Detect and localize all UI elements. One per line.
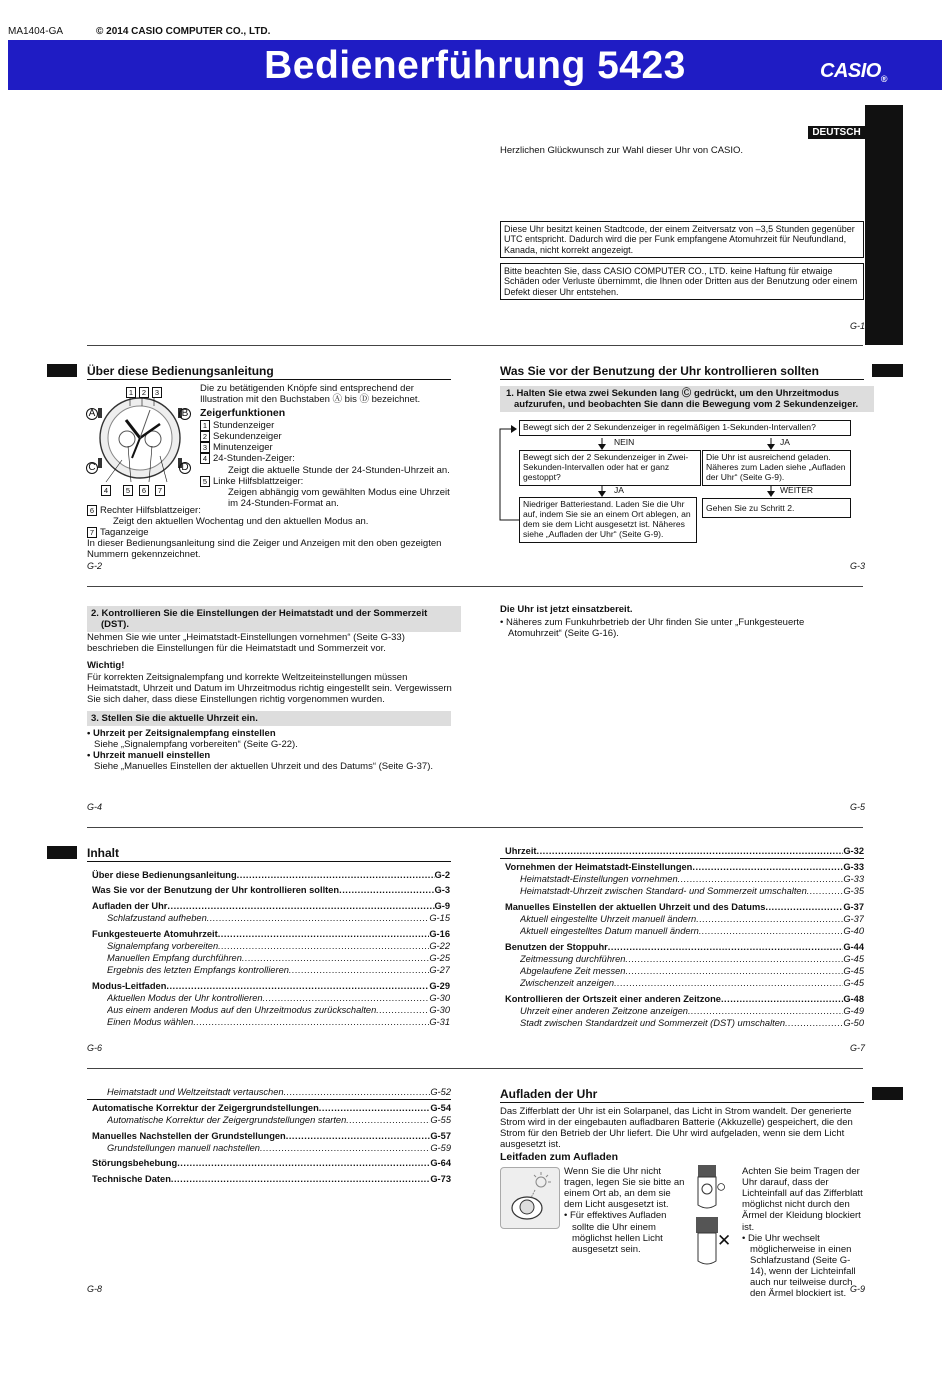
page-number: G-9 <box>850 1284 866 1294</box>
list-item: • Uhrzeit manuell einstellen <box>87 750 211 762</box>
charging-intro: Das Zifferblatt der Uhr ist ein Solarpanel, das Licht in Strom wandelt. Der generierte Strom wird in der eingebauten aufladbaren Batterie (Akkuzelle) gespeichert, die den Strom für den Betrieb der Uhr liefert. Die Uhr wird aufgeladen, wenn sie dem Licht ausgesetzt ist. <box>500 1106 853 1151</box>
toc-title: Inhalt <box>87 846 451 862</box>
button-c-label: C <box>86 462 98 474</box>
ready-bullet: • Näheres zum Funkuhrbetrieb der Uhr finden Sie unter „Funkgesteuerte Atomuhrzeit“ (Seite G-16). <box>500 617 805 640</box>
page-number: G-2 <box>87 561 103 571</box>
toc-entry[interactable]: Automatische Korrektur der Zeigergrundstellungen starten ..... G-55 <box>107 1115 451 1126</box>
side-tab-right <box>872 364 903 377</box>
step-3-list <box>87 728 457 772</box>
toc-entry[interactable]: Manuelles Nachstellen der Grundstellungen ..... G-57 <box>92 1131 451 1142</box>
notice-box-utc: Diese Uhr besitzt keinen Stadtcode, der einem Zeitversatz von –3,5 Stunden gegenüber UTC entspricht. Dadurch wird die per Funk empfangene Atomuhrzeit für Neufundland, Kanada, nicht korrekt angezeigt. <box>500 221 864 258</box>
section-title-charging: Aufladen der Uhr <box>500 1087 864 1103</box>
hand-item: 6 Rechter Hilfsblattzeiger: <box>87 505 457 516</box>
ready-heading: Die Uhr ist jetzt einsatzbereit. <box>500 604 633 615</box>
toc-entry[interactable]: Zeitmessung durchführen ..... G-45 <box>520 954 864 965</box>
toc-entry[interactable]: Schlafzustand aufheben ..... G-15 <box>107 913 450 924</box>
step-1-box: 1. Halten Sie etwa zwei Sekunden lang Ⓒ gedrückt, um den Uhrzeitmodus aufzurufen, und beobachten Sie dann die Bewegung vom 2 Sekundenzeiger. <box>500 386 874 412</box>
toc-entry[interactable]: Zwischenzeit anzeigen ..... G-45 <box>520 978 864 989</box>
toc-entry[interactable]: Aktuell eingestellte Uhrzeit manuell ändern ..... G-37 <box>520 914 864 925</box>
callout-2: 2 <box>139 387 149 398</box>
toc-entry[interactable]: Heimatstadt und Weltzeitstadt vertauschen ..... G-52 <box>107 1087 451 1098</box>
hand-desc: Zeigt die aktuelle Stunde der 24-Stunden-Uhrzeit an. <box>228 464 450 476</box>
toc-rule <box>500 858 864 859</box>
list-item-desc: Siehe „Manuelles Einstellen der aktuellen Uhrzeit und des Datums“ (Seite G-37). <box>94 761 433 773</box>
step-2-text: Nehmen Sie wie unter „Heimatstadt-Einstellungen vornehmen“ (Seite G-33) beschrieben die Einstellungen für die Heimatstadt und Sommerzeit vor. <box>87 632 405 655</box>
flow-question-1: Bewegt sich der 2 Sekundenzeiger in regelmäßigen 1-Sekunden-Intervallen? <box>519 420 851 436</box>
page-number: G-5 <box>850 802 866 812</box>
side-tab-black <box>865 105 903 345</box>
toc-rule <box>87 1099 451 1100</box>
flow-result-low: Niedriger Batteriestand. Laden Sie die Uhr auf, indem Sie sie an einem Ort ablegen, an dem sie dem Licht ausgesetzt ist. Näheres siehe „Aufladen der Uhr“ (Seite G-9). <box>519 497 697 543</box>
casio-logo: $CASIO_®$ <box>820 60 887 84</box>
hand-item: 3 Minutenzeiger <box>200 442 455 453</box>
page-number: G-8 <box>87 1284 103 1294</box>
hand-desc: Zeigen abhängig vom gewählten Modus eine Uhrzeit im 24-Stunden-Format an. <box>228 486 450 509</box>
divider <box>87 345 863 346</box>
toc-entry[interactable]: Uhrzeit ..... G-32 <box>505 846 864 857</box>
callout-7: 7 <box>155 485 165 496</box>
side-tab-left <box>47 364 77 377</box>
divider <box>87 586 863 587</box>
hand-item: 4 24-Stunden-Zeiger: <box>200 453 455 464</box>
toc-entry[interactable]: Vornehmen der Heimatstadt-Einstellungen ..... G-33 <box>505 862 864 873</box>
toc-entry[interactable]: Heimatstadt-Einstellungen vornehmen ..... G-33 <box>520 874 864 885</box>
toc-entry[interactable]: Aktuellen Modus der Uhr kontrollieren ..... G-30 <box>107 993 450 1004</box>
copyright: © 2014 CASIO COMPUTER CO., LTD. <box>96 26 271 37</box>
flow-label-weiter: WEITER <box>780 485 814 495</box>
flow-label-nein: NEIN <box>614 437 635 447</box>
hands-footer: In dieser Bedienungsanleitung sind die Zeiger und Anzeigen mit den oben gezeigten Nummern gekennzeichnet. <box>87 538 442 561</box>
toc-entry[interactable]: Heimatstadt-Uhrzeit zwischen Standard- und Sommerzeit umschalten ..... G-35 <box>520 886 864 897</box>
buttons-intro: Die zu betätigenden Knöpfe sind entsprechend der Illustration mit den Buchstaben Ⓐ bis Ⓓ bezeichnet. <box>200 383 421 406</box>
side-tab-left <box>47 846 77 859</box>
watch-in-light-image <box>500 1167 560 1229</box>
side-tab-right <box>872 1087 903 1100</box>
toc-entry[interactable]: Uhrzeit einer anderen Zeitzone anzeigen ..... G-49 <box>520 1006 864 1017</box>
page-number: G-3 <box>850 561 866 571</box>
wrong-mark-icon: ✕ <box>717 1231 732 1250</box>
hand-item: 5 Linke Hilfsblattzeiger: <box>200 476 455 487</box>
page-number: G-7 <box>850 1043 866 1053</box>
charging-col1 <box>564 1166 686 1255</box>
toc-entry[interactable]: Grundstellungen manuell nachstellen ..... G-59 <box>107 1143 451 1154</box>
list-item-desc: Siehe „Signalempfang vorbereiten“ (Seite G-22). <box>94 739 298 751</box>
toc-entry[interactable]: Signalempfang vorbereiten ..... G-22 <box>107 941 450 952</box>
button-d-label: D <box>179 462 191 474</box>
toc-entry[interactable]: Manuelles Einstellen der aktuellen Uhrzeit und des Datums ..... G-37 <box>505 902 864 913</box>
toc-entry[interactable]: Stadt zwischen Standardzeit und Sommerzeit (DST) umschalten ..... G-50 <box>520 1018 864 1029</box>
callout-5: 5 <box>123 485 133 496</box>
page-number: G-6 <box>87 1043 103 1053</box>
flow-result-ok: Die Uhr ist ausreichend geladen. Näheres zum Laden siehe „Aufladen der Uhr“ (Seite G-9). <box>702 450 851 486</box>
step-2-box: 2. Kontrollieren Sie die Einstellungen der Heimatstadt und der Sommerzeit (DST). <box>87 606 461 632</box>
hand-item: 2 Sekundenzeiger <box>200 431 455 442</box>
doc-title: Bedienerführung 5423 <box>264 44 686 87</box>
callout-top <box>126 387 165 398</box>
callout-3: 3 <box>152 387 162 398</box>
important-label: Wichtig! <box>87 660 125 671</box>
toc-entry[interactable]: Einen Modus wählen ..... G-31 <box>107 1017 450 1028</box>
ok-mark-icon: ○ <box>716 1177 727 1196</box>
callout-4: 4 <box>101 485 111 496</box>
hands-list-cont <box>87 505 457 561</box>
charging-col2-text: Achten Sie beim Tragen der Uhr darauf, dass der Lichteinfall auf das Zifferblatt möglichst nicht durch den Ärmel der Kleidung blockiert ist. <box>742 1166 863 1233</box>
page-number: G-4 <box>87 802 103 812</box>
list-item: • Uhrzeit per Zeitsignalempfang einstellen <box>87 728 276 739</box>
toc-entry[interactable]: Benutzen der Stoppuhr ..... G-44 <box>505 942 864 953</box>
toc-entry[interactable]: Funkgesteuerte Atomuhrzeit ..... G-16 <box>92 929 450 940</box>
important-text: Für korrekten Zeitsignalempfang und korrekte Weltzeiteinstellungen müssen Heimatstadt, Uhrzeit und Datum im Uhrzeitmodus richtig eingestellt sein. Vergewissern Sie sich daher, dass diese Einstellungen richtig vorgenommen wurden. <box>87 672 452 706</box>
toc-entry[interactable]: Störungsbehebung ..... G-64 <box>92 1158 451 1169</box>
watch-illustration <box>84 384 196 498</box>
button-a-label: A <box>86 408 98 420</box>
callout-1: 1 <box>126 387 136 398</box>
notice-box-liability: Bitte beachten Sie, dass CASIO COMPUTER CO., LTD. keine Haftung für etwaige Schäden oder Verluste übernimmt, die Ihnen oder Dritten aus der Benutzung oder einem Defekt dieser Uhr entstehen. <box>500 263 864 300</box>
charging-col1-bullet: • Für effektives Aufladen sollte die Uhr einem möglichst hellen Licht ausgesetzt sein. <box>564 1210 667 1255</box>
hand-desc: Zeigt den aktuellen Wochentag und den aktuellen Modus an. <box>113 516 369 528</box>
flow-question-2: Bewegt sich der 2 Sekundenzeiger in Zwei-Sekunden-Intervallen oder hat er ganz gestoppt? <box>519 450 701 486</box>
arm-sleeve-illustration <box>690 1165 736 1271</box>
hands-subtitle: Zeigerfunktionen <box>200 407 286 419</box>
toc-entry[interactable]: Abgelaufene Zeit messen ..... G-45 <box>520 966 864 977</box>
toc-entry[interactable]: Aufladen der Uhr ..... G-9 <box>92 901 450 912</box>
section-title-manual: Über diese Bedienungsanleitung <box>87 364 451 380</box>
section-title-check: Was Sie vor der Benutzung der Uhr kontrollieren sollten <box>500 364 864 380</box>
toc-entry[interactable]: Technische Daten ..... G-73 <box>92 1174 451 1185</box>
toc-entry[interactable]: Kontrollieren der Ortszeit einer anderen Zeitzone ..... G-48 <box>505 994 864 1005</box>
sun-watch-icon <box>501 1168 559 1228</box>
charging-col1-text: Wenn Sie die Uhr nicht tragen, legen Sie sie bitte an einem Ort ab, an dem sie dem Licht ausgesetzt ist. <box>564 1166 685 1211</box>
toc-entry[interactable]: Ergebnis des letzten Empfangs kontrollieren ..... G-27 <box>107 965 450 976</box>
step-3-box: 3. Stellen Sie die aktuelle Uhrzeit ein. <box>87 711 451 726</box>
language-tab: DEUTSCH <box>808 126 865 139</box>
toc-entry[interactable]: Was Sie vor der Benutzung der Uhr kontrollieren sollten ..... G-3 <box>92 885 450 896</box>
toc-entry[interactable]: Über diese Bedienungsanleitung ..... G-2 <box>92 870 450 881</box>
toc-entry[interactable]: Manuellen Empfang durchführen ..... G-25 <box>107 953 450 964</box>
charging-guide-title: Leitfaden zum Aufladen <box>500 1151 619 1163</box>
toc-entry[interactable]: Automatische Korrektur der Zeigergrundstellungen ..... G-54 <box>92 1103 451 1114</box>
welcome-text: Herzlichen Glückwunsch zur Wahl dieser Uhr von CASIO. <box>500 145 744 156</box>
callout-bottom <box>101 485 168 496</box>
toc-entry[interactable]: Aktuell eingestelltes Datum manuell ändern ..... G-40 <box>520 926 864 937</box>
hand-item: 1 Stundenzeiger <box>200 420 455 431</box>
toc-entry[interactable]: Modus-Leitfaden ..... G-29 <box>92 981 450 992</box>
page-number: G-1 <box>850 321 866 331</box>
callout-6: 6 <box>139 485 149 496</box>
flow-label-ja2: JA <box>614 485 624 495</box>
divider <box>87 827 863 828</box>
toc-entry[interactable]: Aus einem anderen Modus auf den Uhrzeitmodus zurückschalten ..... G-30 <box>107 1005 450 1016</box>
charging-col2 <box>742 1166 864 1299</box>
hands-list <box>200 420 455 509</box>
button-b-label: B <box>179 408 191 420</box>
divider <box>87 1068 863 1069</box>
flow-label-ja: JA <box>780 437 790 447</box>
doc-code: MA1404-GA <box>8 26 64 37</box>
charging-col2-bullet: • Die Uhr wechselt möglicherweise in einen Schlafzustand (Seite G-14), wenn der Lichteinfall auch nur teilweise durch den Ärmel blockiert ist. <box>742 1232 856 1300</box>
flow-result-next: Gehen Sie zu Schritt 2. <box>702 498 851 518</box>
hand-item: 7 Taganzeige <box>87 527 457 538</box>
